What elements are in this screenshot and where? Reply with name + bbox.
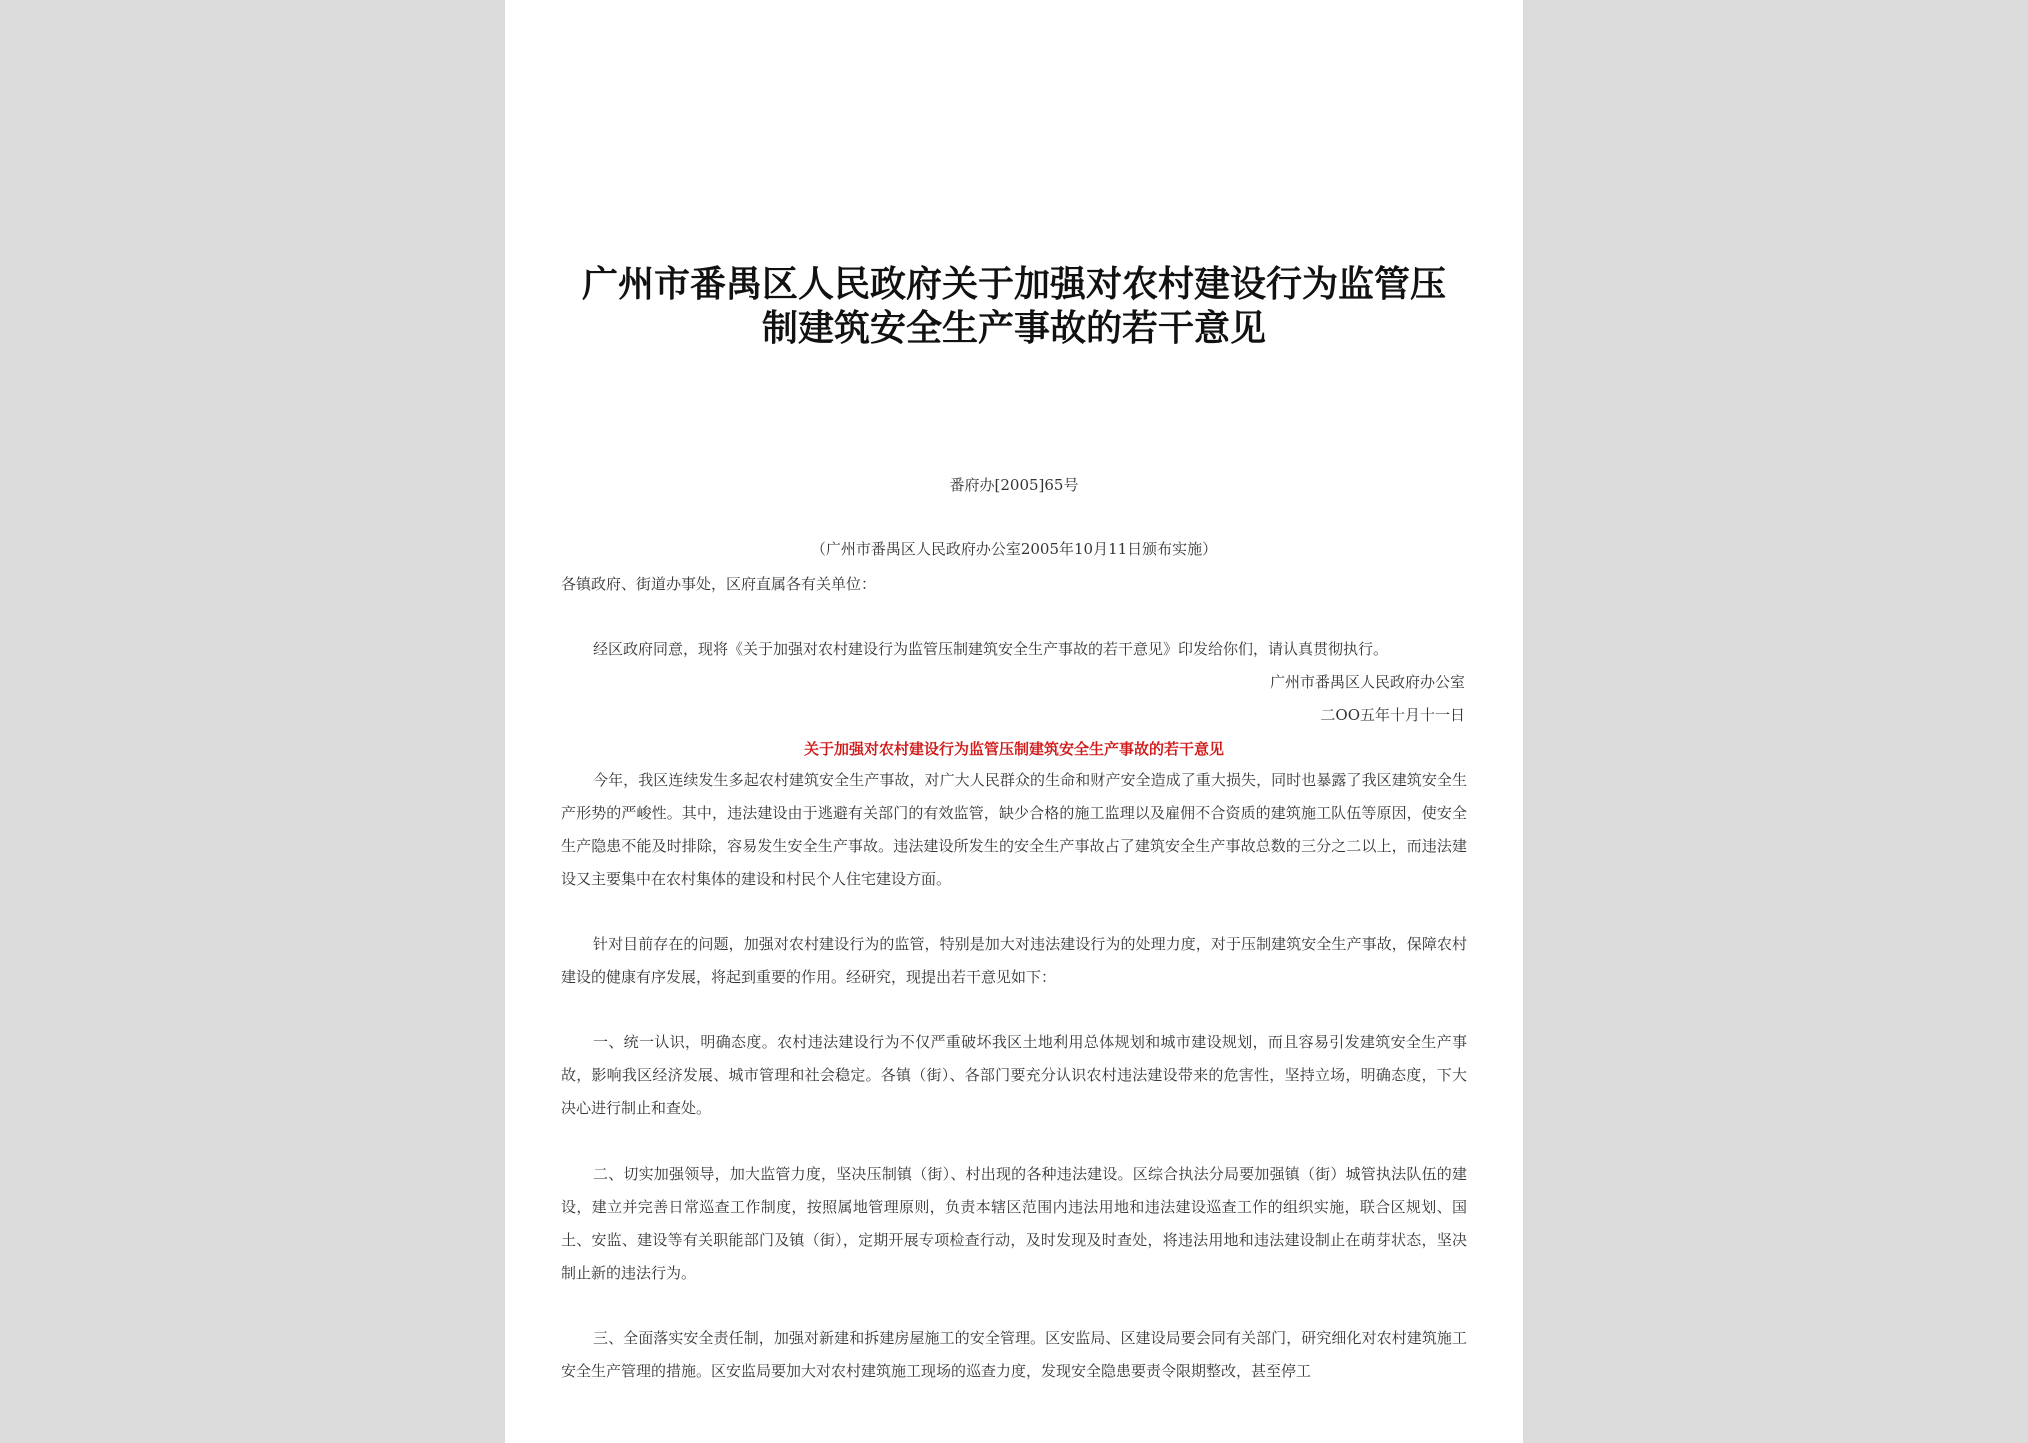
body-paragraph-3: 一、统一认识，明确态度。农村违法建设行为不仅严重破坏我区土地利用总体规划和城市建设规划，而且容易引发建筑安全生产事故，影响我区经济发展、城市管理和社会稳定。各镇（街）、各部门要充分认识农村违法建设带来的危害性，坚持立场，明确态度，下大决心进行制止和查处。 — [561, 1033, 1467, 1117]
document-number: 番府办[2005]65号 — [949, 476, 1079, 494]
body-paragraph-1: 今年，我区连续发生多起农村建筑安全生产事故，对广大人民群众的生命和财产安全造成了重大损失，同时也暴露了我区建筑安全生产形势的严峻性。其中，违法建设由于逃避有关部门的有效监管，缺少合格的施工监理以及雇佣不合资质的建筑施工队伍等原因，使安全生产隐患不能及时排除，容易发生安全生产事故。违法建设所发生的安全生产事故占了建筑安全生产事故总数的三分之二以上，而违法建设又主要集中在农村集体的建设和村民个人住宅建设方面。 — [561, 771, 1467, 888]
document-page — [505, 0, 1523, 1443]
publication-note: （广州市番禺区人民政府办公室2005年10月11日颁布实施） — [810, 540, 1218, 558]
intro-paragraph: 经区政府同意，现将《关于加强对农村建设行为监管压制建筑安全生产事故的若干意见》印发给你们，请认真贯彻执行。 — [593, 640, 1389, 658]
document-title — [545, 262, 1483, 350]
signature-organization: 广州市番禺区人民政府办公室 — [1269, 673, 1465, 691]
body-paragraph-4: 二、切实加强领导，加大监管力度，坚决压制镇（街）、村出现的各种违法建设。区综合执法分局要加强镇（街）城管执法队伍的建设，建立并完善日常巡查工作制度，按照属地管理原则，负责本辖区范围内违法用地和违法建设巡查工作的组织实施，联合区规划、国土、安监、建设等有关职能部门及镇（街），定期开展专项检查行动，及时发现及时查处，将违法用地和违法建设制止在萌芽状态，坚决制止新的违法行为。 — [561, 1165, 1467, 1282]
body-paragraph-2: 针对目前存在的问题，加强对农村建设行为的监管，特别是加大对违法建设行为的处理力度，对于压制建筑安全生产事故，保障农村建设的健康有序发展，将起到重要的作用。经研究，现提出若干意见如下： — [561, 935, 1467, 986]
body-paragraph-5: 三、全面落实安全责任制，加强对新建和拆建房屋施工的安全管理。区安监局、区建设局要会同有关部门，研究细化对农村建筑施工安全生产管理的措施。区安监局要加大对农村建筑施工现场的巡查力度，发现安全隐患要责令限期整改，甚至停工 — [561, 1329, 1467, 1380]
title-line-2: 制建筑安全生产事故的若干意见 — [761, 307, 1266, 349]
title-line-1: 广州市番禺区人民政府关于加强对农村建设行为监管压 — [581, 263, 1446, 305]
addressee: 各镇政府、街道办事处，区府直属各有关单位： — [561, 575, 877, 593]
section-subtitle: 关于加强对农村建设行为监管压制建筑安全生产事故的若干意见 — [803, 740, 1224, 758]
signature-date: 二OO五年十月十一日 — [1320, 706, 1465, 724]
